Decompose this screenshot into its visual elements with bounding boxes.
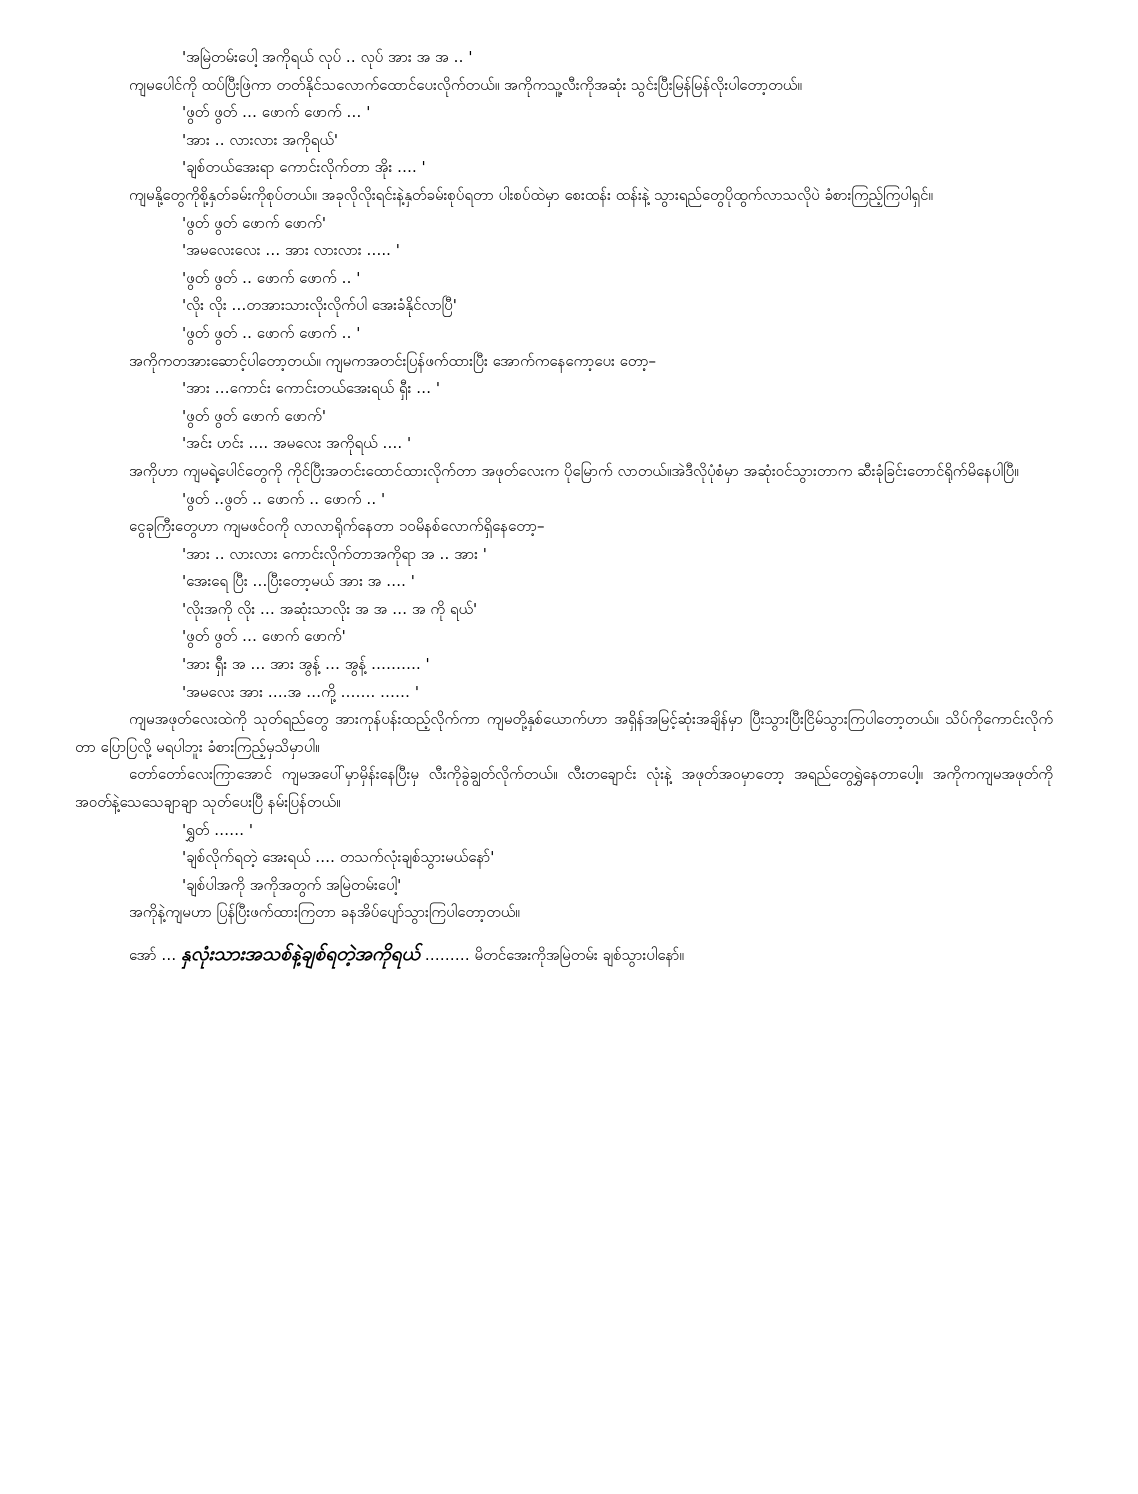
dialogue-line: 'ဖွတ် ဖွတ် ဖောက် ဖောက်'	[182, 213, 327, 232]
story-text	[75, 44, 1053, 927]
narration-line: ငွေခုကြီးတွေဟာ ကျမဖင်ဝကို လာလာရိုက်နေတာ ၁၀မိနစ်လောက်ရှိနေတော့–	[129, 517, 545, 536]
closing-prefix: အော် …	[129, 946, 182, 964]
dialogue-line: 'ချစ်တယ်အေးရာ ကောင်းလိုက်တာ အိုး …. '	[182, 158, 426, 177]
dialogue-line: 'အား ‥ လားလား အကိုရယ်'	[182, 130, 339, 149]
closing-suffix: ……… မိတင်အေးကိုအမြဲတမ်း ချစ်သွားပါနော်။	[424, 946, 684, 964]
dialogue-line: 'အင်း ဟင်း …. အမလေး အကိုရယ် …. '	[182, 434, 412, 453]
narration-paragraph: ကျမအဖုတ်လေးထဲကို သုတ်ရည်တွေ အားကုန်ပန်းထည့်လိုက်ကာ ကျမတို့နှစ်ယောက်ဟာ အရှိန်အမြင့်ဆုံးအချိန်မှာ ပြီးသွားပြီးငြိမ်သွားကြပါတော့တယ်။ သိပ်ကိုကောင်းလိုက်တာ ပြောပြလို့ မရပါဘူး ခံစားကြည့်မှသိမှာပါ။	[75, 710, 1053, 756]
dialogue-line: 'ဖွတ် ဖွတ် … ဖောက် ဖောက် … '	[182, 103, 371, 122]
dialogue-line: 'ချစ်ပါအကို အကိုအတွက် အမြဲတမ်းပေါ့'	[182, 875, 402, 894]
narration-line: အကိုကတအားဆောင့်ပါတော့တယ်။ ကျမကအတင်းပြန်ဖက်ထားပြီး အောက်ကနေကော့ပေး တော့–	[129, 351, 657, 370]
closing-line	[75, 939, 1053, 970]
closing-title: နှလုံးသားအသစ်နဲ့ချစ်ရတဲ့အကိုရယ်	[181, 943, 420, 965]
dialogue-line: 'အမလေး အား ….အ …ကို့ ……. …… '	[182, 682, 419, 701]
narration-paragraph: ကျမနို့တွေကိုစို့နှတ်ခမ်းကိုစုပ်တယ်။ အခုလိုလိုးရင်းနဲ့နှတ်ခမ်းစုပ်ရတာ ပါးစပ်ထဲမှာ စေးထန်း ထန်းနဲ့ သွားရည်တွေပိုထွက်လာသလိုပဲ ခံစားကြည့်ကြပါရှင်။	[129, 185, 933, 204]
dialogue-line: 'ချစ်လိုက်ရတဲ့ အေးရယ် …. တသက်လုံးချစ်သွားမယ်နော်'	[182, 848, 495, 867]
dialogue-line: 'ရွှတ် …… '	[182, 820, 254, 839]
dialogue-line: 'ဖွတ် ဖွတ် ‥ ဖောက် ဖောက် ‥ '	[182, 323, 361, 342]
narration-paragraph: တော်တော်လေးကြာအောင် ကျမအပေါ်မှာမှိန်းနေပြီးမှ လီးကိုခွဲချွတ်လိုက်တယ်။ လီးတချောင်း လုံးနဲ့ အဖုတ်အဝမှာတော့ အရည်တွေရွှဲနေတာပေါ့။ အကိုကကျမအဖုတ်ကို အဝတ်နဲ့သေသေချာချာ သုတ်ပေးပြီ နမ်းပြန်တယ်။	[75, 765, 1053, 812]
dialogue-line: 'ဖွတ် ဖွတ် … ဖောက် ဖောက်'	[182, 627, 346, 646]
dialogue-line: 'အား ‥ လားလား ကောင်းလိုက်တာအကိုရာ အ ‥ အား '	[182, 544, 487, 563]
dialogue-line: 'ဖွတ် ဖွတ် ‥ ဖောက် ဖောက် ‥ '	[182, 268, 361, 287]
narration-paragraph: အကိုဟာ ကျမရဲ့ပေါင်တွေကို ကိုင်ပြီးအတင်းထောင်ထားလိုက်တာ အဖုတ်လေးက ပိုမြောက် လာတယ်။အဲဒီလိုပုံစံမှာ အဆုံးဝင်သွားတာက ဆီးခုံခြင်းတောင်ရိုက်မိနေပါပြီ။	[129, 461, 1019, 480]
dialogue-line: 'အား ရှီး အ … အား အွန့် … အွန့် ………. '	[182, 655, 430, 674]
narration-line: ကျမပေါင်ကို ထပ်ပြီးဖြဲကာ တတ်နိုင်သလောက်ထောင်ပေးလိုက်တယ်။ အကိုကသူ့လီးကိုအဆုံး သွင်းပြီးမြန်မြန်လိုးပါတော့တယ်။	[129, 75, 802, 94]
dialogue-line: 'အေးရေ ပြီး …ပြီးတော့မယ် အား အ …. '	[182, 572, 415, 591]
dialogue-line: 'ဖွတ် ဖွတ် ဖောက် ဖောက်'	[182, 406, 327, 425]
dialogue-line: 'အား …ကောင်း ကောင်းတယ်အေးရယ် ရှီး … '	[182, 379, 440, 398]
dialogue-line: 'အမြဲတမ်းပေါ့ အကိုရယ် လုပ် ‥ လုပ် အား အ အ ‥ '	[182, 48, 473, 66]
dialogue-line: 'အမလေးလေး … အား လားလား ….. '	[182, 241, 400, 260]
dialogue-line: 'လိုးအကို လိုး … အဆုံးသာလိုး အ အ … အ ကို ရယ်'	[182, 599, 478, 618]
dialogue-line: 'ဖွတ် ‥ဖွတ် ‥ ဖောက် ‥ ဖောက် ‥ '	[182, 489, 386, 508]
dialogue-line: 'လိုး လိုး …တအားသားလိုးလိုက်ပါ အေးခံနိုင်လာပြီ'	[182, 296, 457, 315]
narration-line: အကိုနဲ့ကျမဟာ ပြန်ပြီးဖက်ထားကြတာ ခနအိပ်ပျော်သွားကြပါတော့တယ်။	[129, 903, 520, 922]
